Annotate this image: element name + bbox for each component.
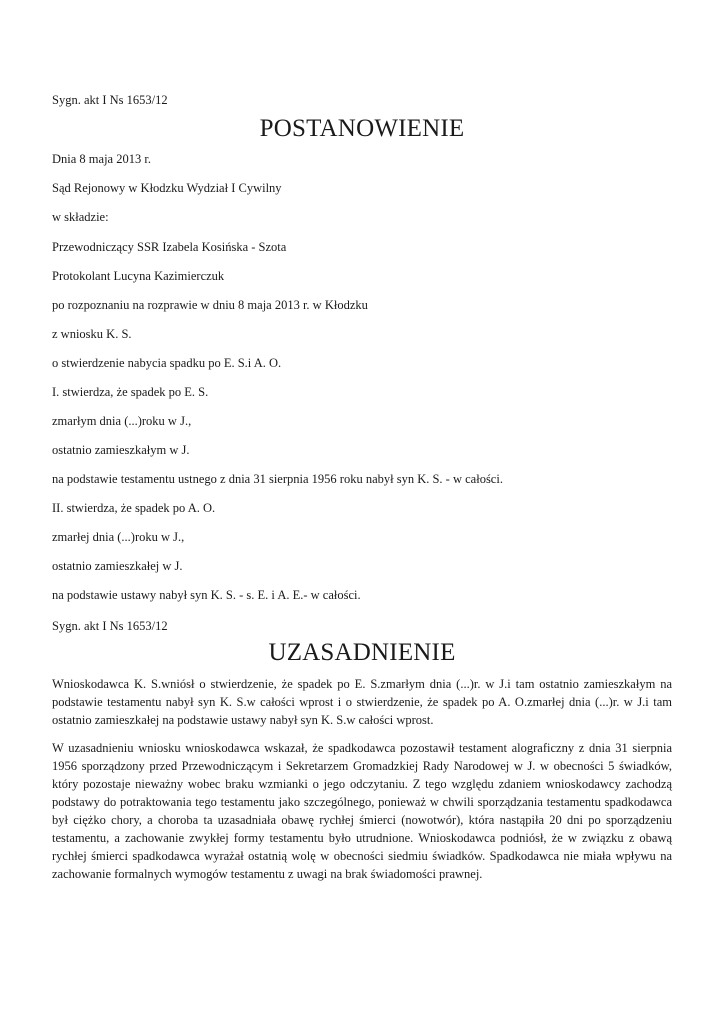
- case-reference: Sygn. akt I Ns 1653/12: [52, 93, 168, 107]
- decision-title: POSTANOWIENIE: [259, 115, 465, 142]
- ruling-two-death: zmarłej dnia (...)roku w J.,: [52, 530, 185, 544]
- ruling-one-heading: I. stwierdza, że spadek po E. S.: [52, 385, 209, 399]
- justification-paragraph-2: W uzasadnieniu wniosku wnioskodawca wskazał, że spadkodawca pozostawił testament alograficzny z dnia 31 sierpnia 1956 sporządzony przed Przewodniczącym i Sekretarzem Gromadzkiej Rady Narodowej w J. w obecności 5 świadków, który pozostaje nieważny wobec braku wzmianki o jego odczytaniu. Z tego względu zdaniem wnioskodawcy zachodzą podstawy do potraktowania tego testamentu jako szczególnego, ponieważ w chwili sporządzania testamentu spadkodawca był ciężko chory, a choroba ta uzasadniała obawę rychłej śmierci (nowotwór), która nastąpiła 20 dni po sporządzeniu testamentu, a zachowanie zwykłej formy testamentu było utrudnione. Wnioskodawca podniósł, że w związku z obawą rychłej śmierci spadkodawca wyrażał ostatnią wolę w obecności siedmiu świadków. Spadkodawca nie miała wpływu na zachowanie formalnych wymogów testamentu z uwagi na brak świadomości prawnej.: [52, 741, 672, 881]
- presiding-judge: Przewodniczący SSR Izabela Kosińska - Szota: [52, 240, 287, 254]
- ruling-one-death: zmarłym dnia (...)roku w J.,: [52, 414, 192, 428]
- decision-date: Dnia 8 maja 2013 r.: [52, 152, 151, 166]
- hearing-info: po rozpoznaniu na rozprawie w dniu 8 maja 2013 r. w Kłodzku: [52, 298, 368, 312]
- subject-line: o stwierdzenie nabycia spadku po E. S.i A. O.: [52, 356, 282, 370]
- justification-paragraph-1: Wnioskodawca K. S.wniósł o stwierdzenie, że spadek po E. S.zmarłym dnia (...)r. w J.i tam ostatnio zamieszkałym na podstawie testamentu nabył syn K. S.w całości wprost i o stwierdzenie, że spadek po A. O.zmarłej dnia (...)r. w J.i tam ostatnio zamieszkałej na podstawie ustawy nabył syn K. S.w całości wprost.: [52, 677, 672, 727]
- ruling-one-basis: na podstawie testamentu ustnego z dnia 31 sierpnia 1956 roku nabył syn K. S. - w całości.: [52, 472, 503, 486]
- ruling-one-residence: ostatnio zamieszkałym w J.: [52, 443, 190, 457]
- case-reference-2: Sygn. akt I Ns 1653/12: [52, 619, 168, 633]
- ruling-two-heading: II. stwierdza, że spadek po A. O.: [52, 501, 216, 515]
- applicant-line: z wniosku K. S.: [52, 327, 132, 341]
- ruling-two-residence: ostatnio zamieszkałej w J.: [52, 559, 183, 573]
- composition-label: w składzie:: [52, 210, 109, 224]
- justification-title: UZASADNIENIE: [268, 639, 456, 666]
- ruling-two-basis: na podstawie ustawy nabył syn K. S. - s. E. i A. E.- w całości.: [52, 588, 361, 602]
- court-name: Sąd Rejonowy w Kłodzku Wydział I Cywilny: [52, 181, 282, 195]
- court-clerk: Protokolant Lucyna Kazimierczuk: [52, 269, 225, 283]
